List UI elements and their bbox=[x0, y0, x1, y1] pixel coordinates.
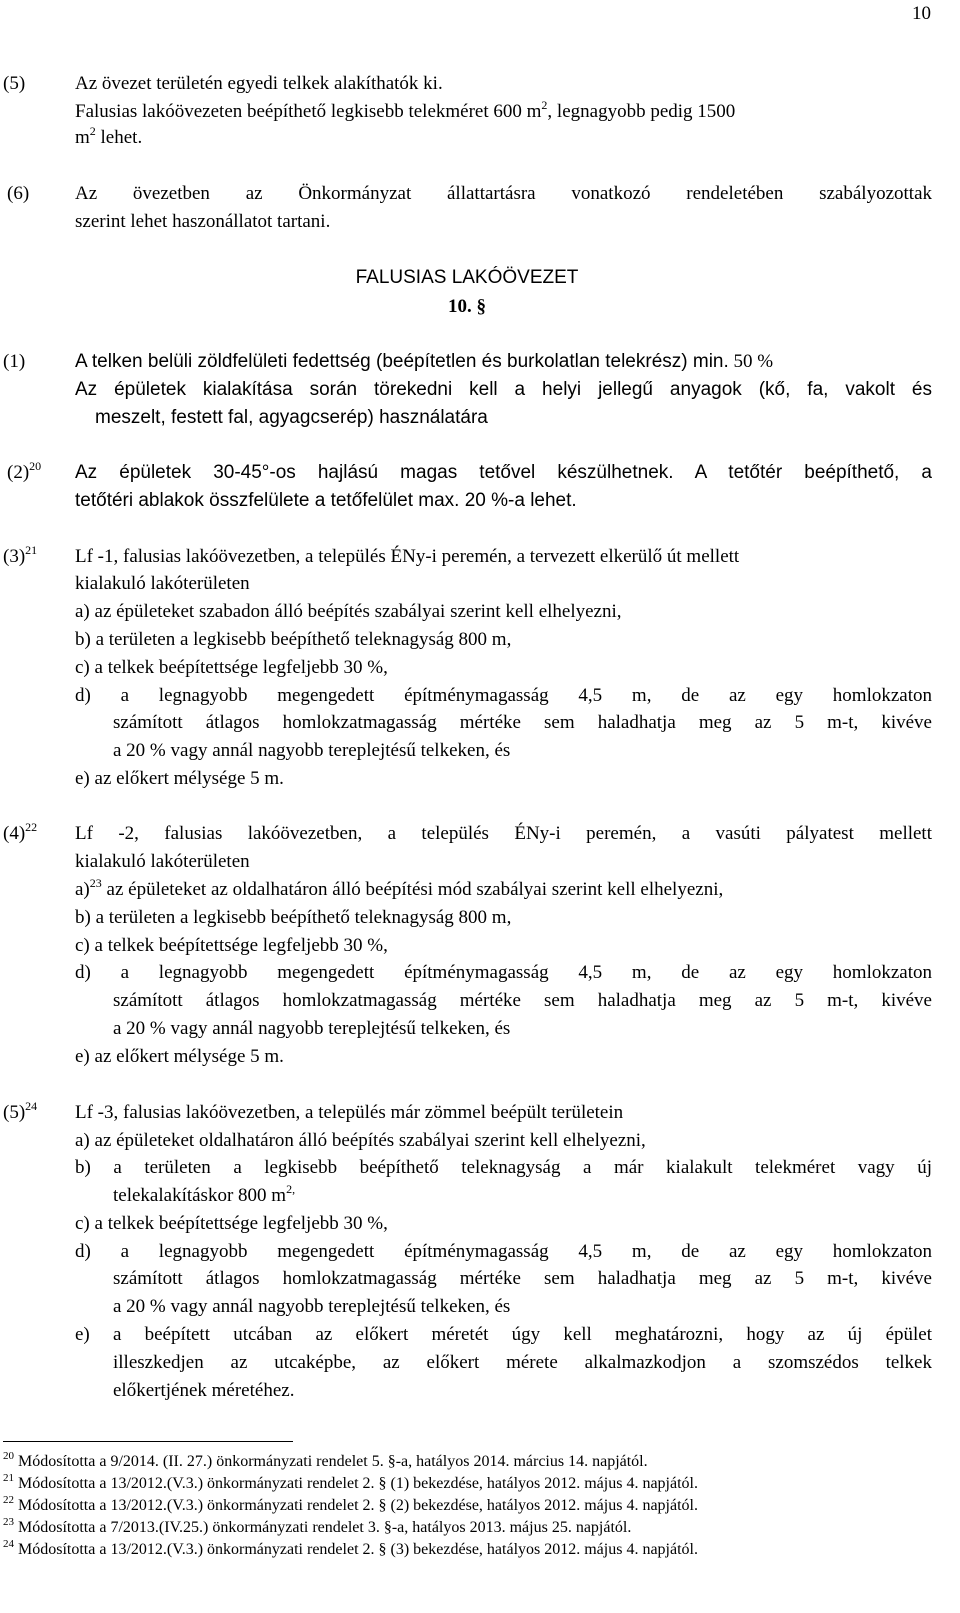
p3-item-a: a) az épületeket szabadon álló beépítés szabályai szerint kell elhelyezni, bbox=[75, 601, 622, 622]
p1-line: A telken belüli zöldfelületi fedettség (beépítetlen és burkolatlan telekrész) min. 50 % bbox=[75, 351, 774, 372]
footnote: $^{24}$ Módosította a 13/2012.(V.3.) önkormányzati rendelet 2. § (3) bekezdése, hatályos 2012. május 4. napjától. bbox=[3, 1538, 698, 1558]
p3-item-c: c) a telkek beépítettsége legfeljebb 30 %, bbox=[75, 657, 388, 678]
p4-line: kialakuló lakóterületen bbox=[75, 851, 250, 872]
p4-number: $(4)^{22}$ bbox=[3, 820, 38, 844]
p5-item-e: e) a beépített utcában az előkert méretét úgy kell meghatározni, hogy az új épület bbox=[75, 1324, 932, 1345]
sec5-line: Az övezet területén egyedi telkek alakíthatók ki. bbox=[75, 73, 443, 94]
p5-item-b: b) a területen a legkisebb beépíthető teleknagyság a már kialakult telekméret vagy új bbox=[75, 1157, 932, 1178]
p5-item-d-cont: a 20 % vagy annál nagyobb tereplejtésű telkeken, és bbox=[113, 1296, 511, 1317]
p5-line: Lf -3, falusias lakóövezetben, a település már zömmel beépült területein bbox=[75, 1102, 624, 1123]
footnote: $^{21}$ Módosította a 13/2012.(V.3.) önkormányzati rendelet 2. § (1) bekezdése, hatályos 2012. május 4. napjától. bbox=[3, 1472, 698, 1492]
p1-line: meszelt, festett fal, agyagcserép) használatára bbox=[95, 407, 488, 428]
sec5-line: Falusias lakóövezeten beépíthető legkisebb telekméret 600 $m^2$, legnagyobb pedig 1500 bbox=[75, 98, 736, 122]
sec6-line: Az övezetben az Önkormányzat állattartásra vonatkozó rendeletében szabályozottak bbox=[75, 183, 932, 204]
p4-item-d-cont: a 20 % vagy annál nagyobb tereplejtésű telkeken, és bbox=[113, 1018, 511, 1039]
footnote-separator bbox=[3, 1441, 293, 1442]
p3-line: kialakuló lakóterületen bbox=[75, 573, 250, 594]
sec6-number: (6) bbox=[7, 183, 30, 204]
footnote: $^{22}$ Módosította a 13/2012.(V.3.) önkormányzati rendelet 2. § (2) bekezdése, hatályos 2012. május 4. napjától. bbox=[3, 1494, 698, 1514]
p2-number: $(2)^{20}$ bbox=[7, 459, 42, 483]
p3-number: $(3)^{21}$ bbox=[3, 543, 38, 567]
sec6-line: szerint lehet haszonállatot tartani. bbox=[75, 211, 331, 232]
p4-item-b: b) a területen a legkisebb beépíthető teleknagyság 800 m, bbox=[75, 907, 512, 928]
p4-item-e: e) az előkert mélysége 5 m. bbox=[75, 1046, 284, 1067]
p5-item-a: a) az épületeket oldalhatáron álló beépítés szabályai szerint kell elhelyezni, bbox=[75, 1130, 646, 1151]
p5-item-d-cont: számított átlagos homlokzatmagasság mértéke sem haladhatja meg az 5 m-t, kivéve bbox=[113, 1268, 932, 1289]
p2-line: tetőtéri ablakok összfelülete a tetőfelület max. 20 %-a lehet. bbox=[75, 490, 577, 511]
p4-item-d-cont: számított átlagos homlokzatmagasság mértéke sem haladhatja meg az 5 m-t, kivéve bbox=[113, 990, 932, 1011]
p3-item-d: d) a legnagyobb megengedett építménymagasság 4,5 m, de az egy homlokzaton bbox=[75, 685, 932, 706]
p4-line: Lf -2, falusias lakóövezetben, a település ÉNy-i peremén, a vasúti pályatest mellett bbox=[75, 823, 932, 844]
section-number: 10. § bbox=[448, 296, 486, 317]
p1-line: Az épületek kialakítása során törekedni kell a helyi jellegű anyagok (kő, fa, vakolt és bbox=[75, 379, 932, 400]
p5-item-c: c) a telkek beépítettsége legfeljebb 30 %, bbox=[75, 1213, 388, 1234]
footnote: $^{23}$ Módosította a 7/2013.(IV.25.) önkormányzati rendelet 3. §-a, hatályos 2013. május 25. napjától. bbox=[3, 1516, 632, 1536]
p5-item-d: d) a legnagyobb megengedett építménymagasság 4,5 m, de az egy homlokzaton bbox=[75, 1241, 932, 1262]
p3-item-d-cont: a 20 % vagy annál nagyobb tereplejtésű telkeken, és bbox=[113, 740, 511, 761]
p1-number: (1) bbox=[3, 351, 26, 372]
p3-item-b: b) a területen a legkisebb beépíthető teleknagyság 800 m, bbox=[75, 629, 512, 650]
section-heading: FALUSIAS LAKÓÖVEZET bbox=[355, 267, 579, 288]
page-number: 10 bbox=[912, 3, 931, 24]
p5-item-e-cont: előkertjének méretéhez. bbox=[113, 1380, 295, 1401]
p4-item-d: d) a legnagyobb megengedett építménymagasság 4,5 m, de az egy homlokzaton bbox=[75, 962, 932, 983]
p5-number: $(5)^{24}$ bbox=[3, 1099, 38, 1123]
p3-item-e: e) az előkert mélysége 5 m. bbox=[75, 768, 284, 789]
p2-line: Az épületek 30-45°-os hajlású magas tetővel készülhetnek. A tetőtér beépíthető, a bbox=[75, 462, 932, 483]
sec5-line: $m^2$ lehet. bbox=[75, 124, 143, 148]
p3-item-d-cont: számított átlagos homlokzatmagasság mértéke sem haladhatja meg az 5 m-t, kivéve bbox=[113, 712, 932, 733]
p4-item-a: a)$^{23}$ az épületeket az oldalhatáron álló beépítési mód szabályai szerint kell elhelyezni, bbox=[75, 876, 724, 900]
footnote: $^{20}$ Módosította a 9/2014. (II. 27.) önkormányzati rendelet 5. §-a, hatályos 2014. március 14. napjától. bbox=[3, 1450, 648, 1470]
p4-item-c: c) a telkek beépítettsége legfeljebb 30 %, bbox=[75, 935, 388, 956]
p5-item-e-cont: illeszkedjen az utcaképbe, az előkert mérete alkalmazkodjon a szomszédos telkek bbox=[113, 1352, 932, 1373]
sec5-number: (5) bbox=[3, 73, 26, 94]
p5-item-b-cont: telekalakításkor 800 $m^{2,}$ bbox=[113, 1182, 296, 1206]
p3-line: Lf -1, falusias lakóövezetben, a település ÉNy-i peremén, a tervezett elkerülő út mellett bbox=[75, 546, 740, 567]
